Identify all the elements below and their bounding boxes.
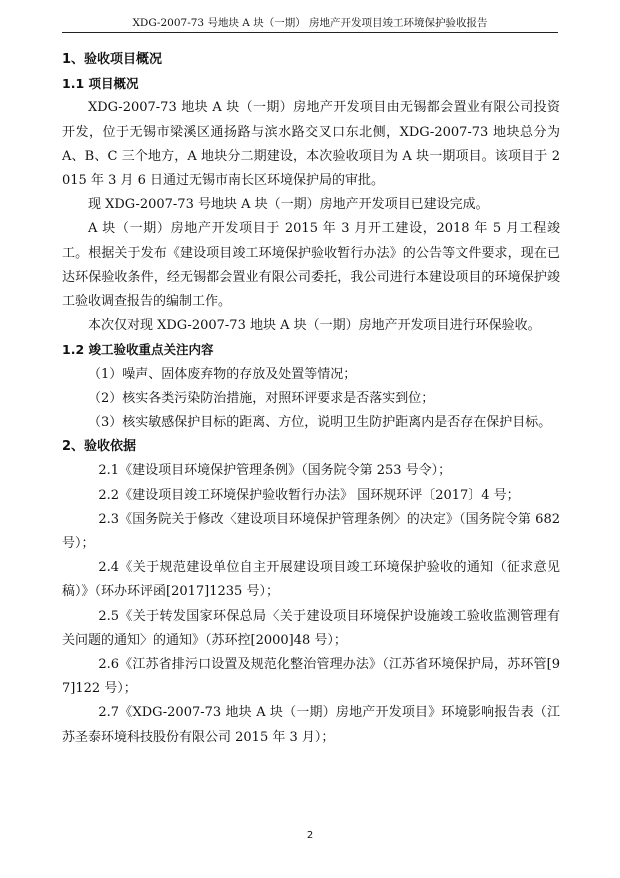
focus-item: （2）核实各类污染防治措施，对照环评要求是否落实到位；	[88, 390, 435, 406]
section-1-heading: 1、验收项目概况	[62, 52, 163, 67]
page-number: 2	[306, 830, 314, 841]
reference-item: 2.2《建设项目竣工环境保护验收暂行办法》 国环规环评〔2017〕4 号；	[98, 487, 520, 503]
section-1-2-heading: 1.2 竣工验收重点关注内容	[62, 342, 214, 358]
reference-item: 2.7《XDG-2007-73 地块 A 块（一期）房地产开发项目》环境影响报告表（江苏圣泰环境科技股份有限公司 2015 年 3 月）；	[62, 705, 560, 745]
paragraph-scope: 本次仅对现 XDG-2007-73 地块 A 块（一期）房地产开发项目进行环保验收。	[88, 318, 541, 334]
reference-item: 2.4《关于规范建设单位自主开展建设项目竣工环境保护验收的通知（征求意见稿）》（环办环评函[2017]1235 号）；	[62, 560, 560, 600]
document-body	[62, 48, 560, 750]
running-header: XDG-2007-73 号地块 A 块（一期） 房地产开发项目竣工环境保护验收报告	[62, 14, 558, 33]
paragraph-completion: 现 XDG-2007-73 号地块 A 块（一期）房地产开发项目已建设完成。	[88, 197, 489, 213]
focus-item: （1）噪声、固体废弃物的存放及处置等情况；	[88, 366, 357, 382]
paragraph-construction: A 块（一期）房地产开发项目于 2015 年 3 月开工建设，2018 年 5 月工程竣工。根据关于发布《建设项目竣工环境保护验收暂行办法》的公告等文件要求，现在已达环保验收条件，经无锡都会置业有限公司委托，我公司进行本建设项目的环境保护竣工验收调查报告的编制工作。	[62, 221, 560, 310]
section-2-heading: 2、验收依据	[62, 439, 137, 455]
reference-item: 2.1《建设项目环境保护管理条例》（国务院令第 253 号令）；	[98, 463, 452, 479]
reference-item: 2.6《江苏省排污口设置及规范化整治管理办法》（江苏省环境保护局，苏环管[97]122 号）；	[62, 657, 560, 697]
section-1-1-heading: 1.1 项目概况	[62, 76, 139, 92]
focus-item: （3）核实敏感保护目标的距离、方位，说明卫生防护距离内是否存在保护目标。	[88, 415, 552, 431]
reference-item: 2.5《关于转发国家环保总局〈关于建设项目环境保护设施竣工验收监测管理有关问题的通知〉的通知》（苏环控[2000]48 号）；	[62, 608, 560, 648]
paragraph-project-overview: XDG-2007-73 地块 A 块（一期）房地产开发项目由无锡都会置业有限公司投资开发，位于无锡市梁溪区通扬路与滨水路交叉口东北侧，XDG-2007-73 地块总分为 A、B、C 三个地方，A 地块分二期建设，本次验收项目为 A 块一期项目。该项目于 2015 年 3 月 6 日通过无锡市南长区环境保护局的审批。	[62, 100, 560, 189]
reference-item: 2.3《国务院关于修改〈建设项目环境保护管理条例〉的决定》（国务院令第 682 号）；	[62, 511, 560, 552]
